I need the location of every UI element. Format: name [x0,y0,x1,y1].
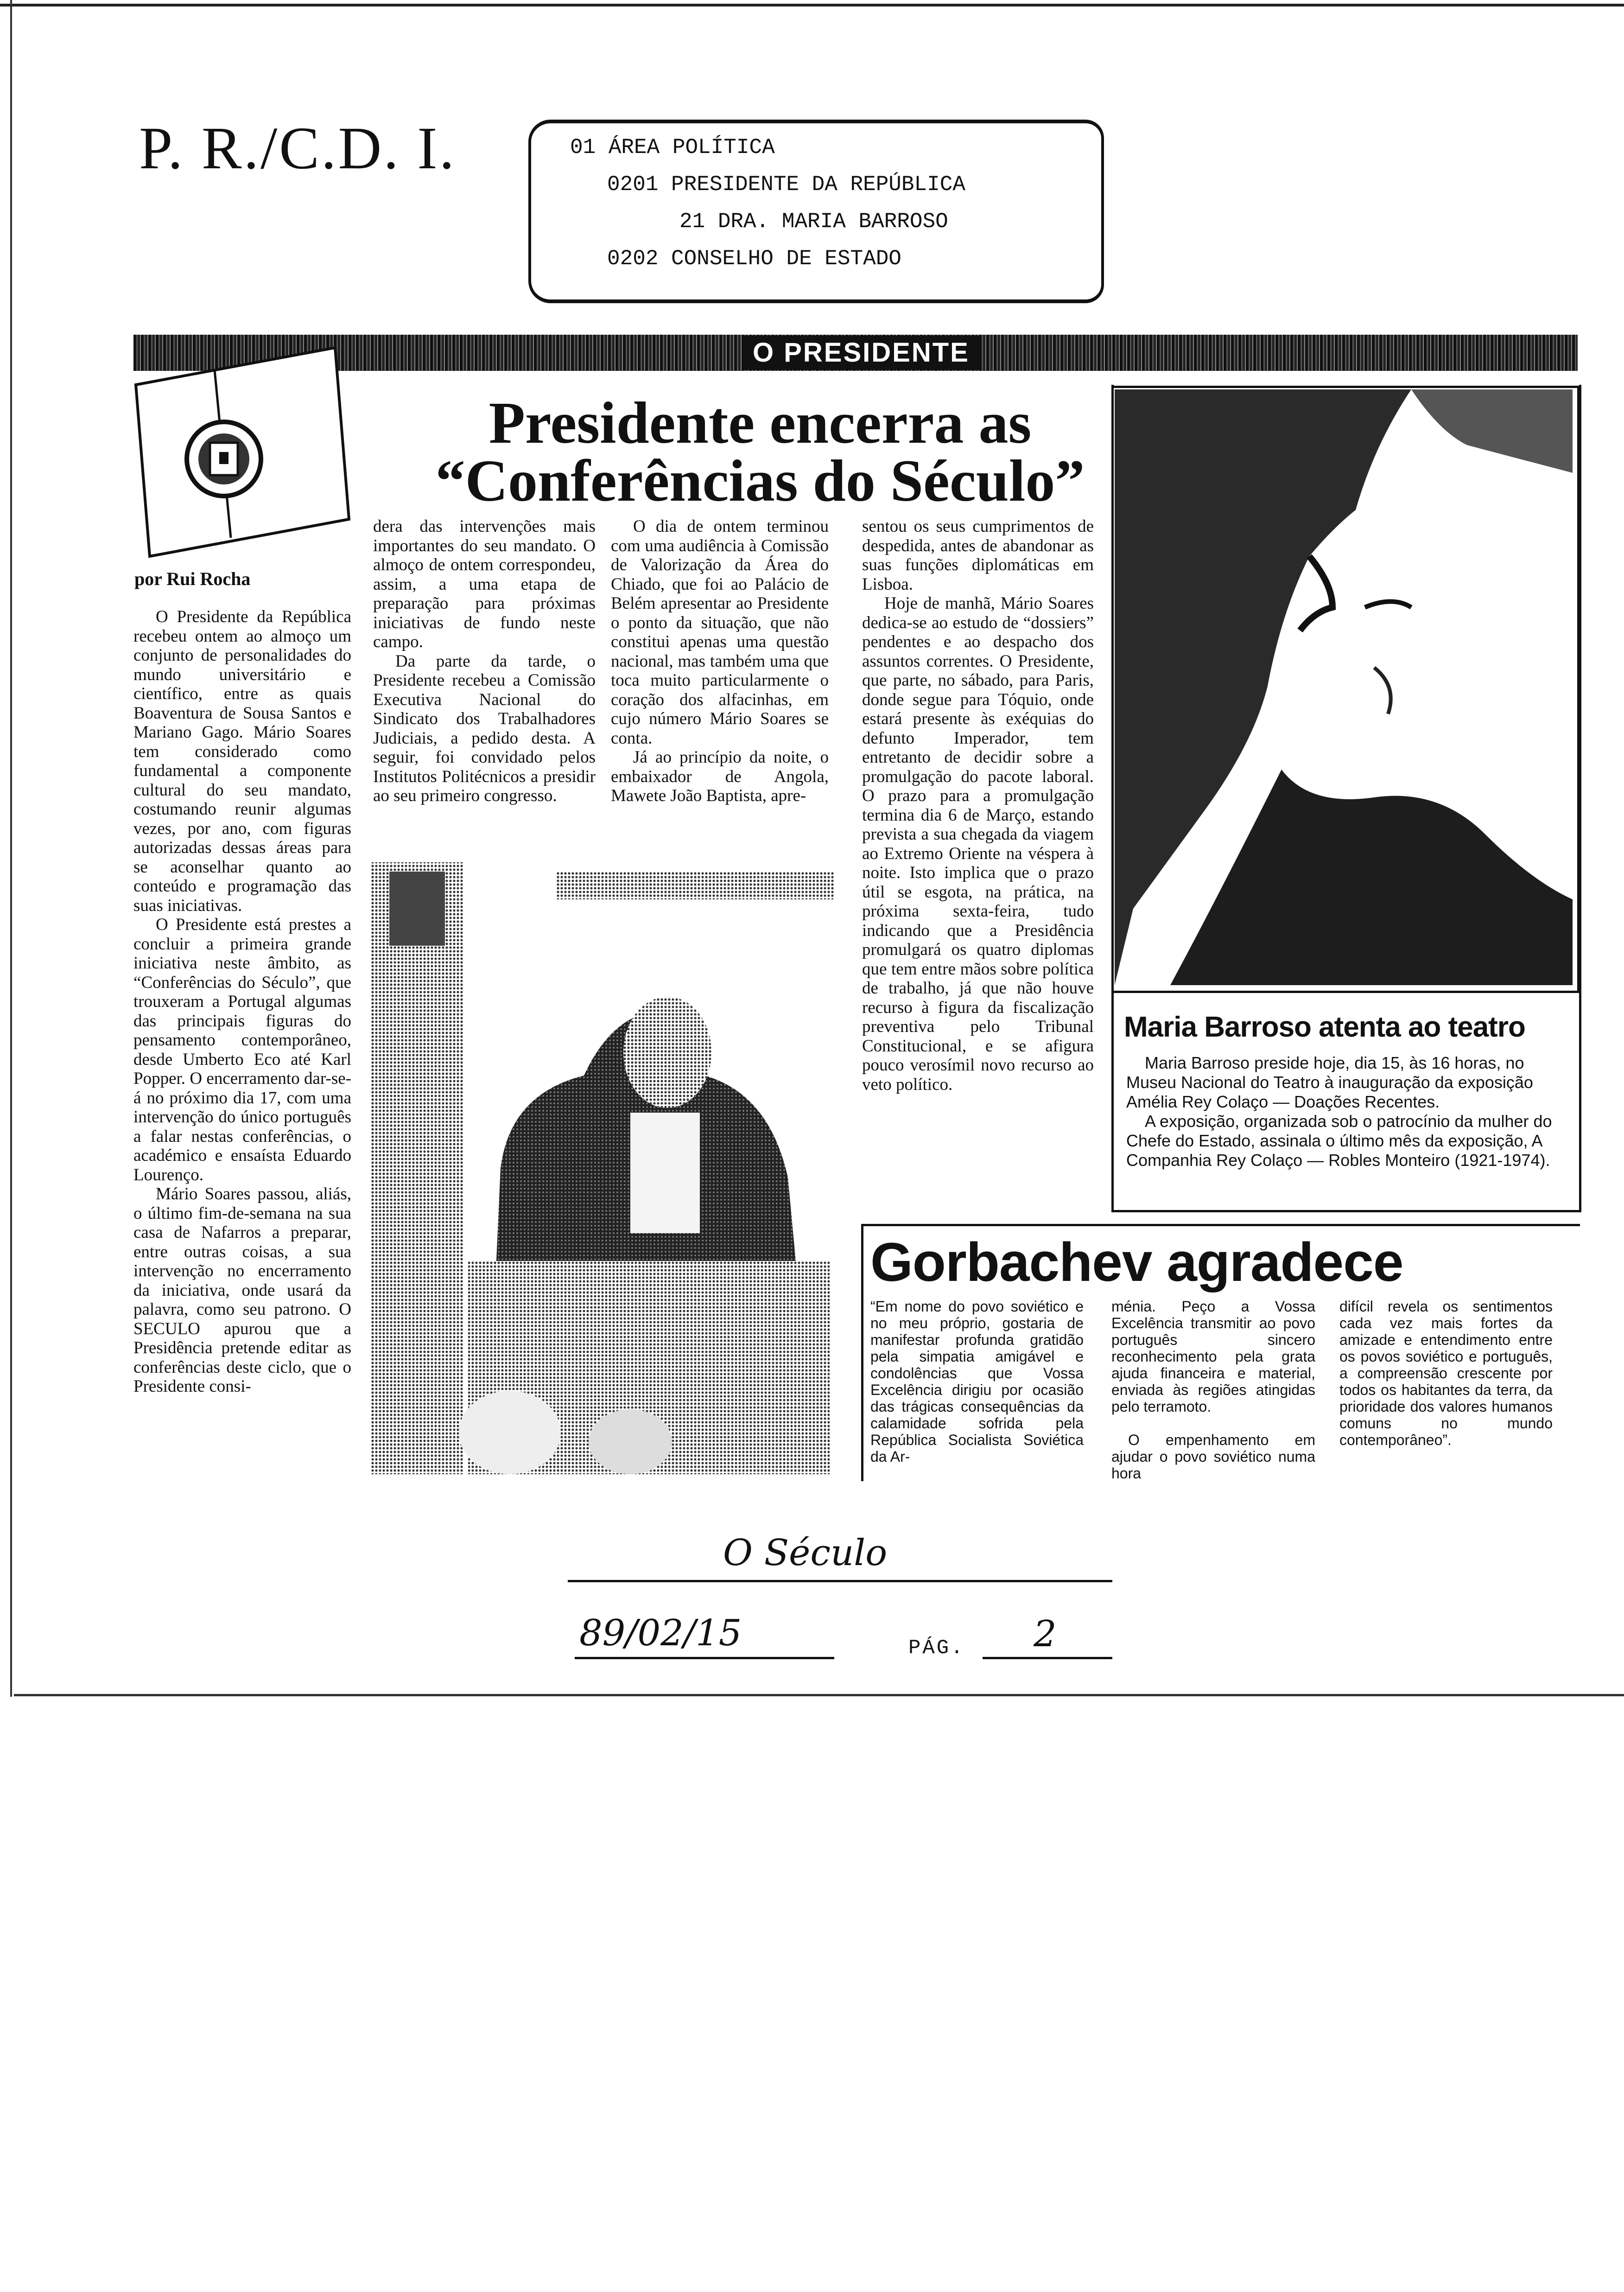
article-column-2 [373,517,596,806]
paragraph: Já ao princípio da noite, o embaixador de Angola, Mawete João Baptista, apre- [611,748,829,805]
headline [408,390,1112,514]
paragraph: dera das intervenções mais importantes do seu mandato. O almoço de ontem correspondeu, assim, a uma etapa de preparação para próximas iniciativas de fundo neste campo. [373,517,596,651]
paragraph: O dia de ontem terminou com uma audiência à Comissão de Valorização da Área do Chiado, que foi ao Palácio de Belém apresentar ao Presidente o ponto da situação, que não constitui apenas uma questão nacional, mas também uma que toca muito particularmente o coração dos alfacinhas, em cujo número Mário Soares se conta. [611,517,829,748]
gorbachev-column-3 [1339,1298,1553,1448]
paragraph: A exposição, organizada sob o patrocínio da mulher do Chefe do Estado, assinala o último mês da exposição, A Companhia Rey Colaço — Robles Monteiro (1921-1974). [1126,1112,1552,1170]
article-column-1 [133,607,351,1396]
rule [983,1657,1112,1659]
paragraph: “Em nome do povo soviético e no meu próprio, gostaria de manifestar profunda gratidão pela simpatia amigável e condolências que Vossa Excelência dirigiu por ocasião das trágicas consequências da calamidade sofrida pela República Socialista Soviética da Ar- [870,1298,1084,1465]
paragraph: O Presidente está prestes a concluir a primeira grande iniciativa neste âmbito, as “Conferências do Século”, que trouxeram a Portugal algumas das principais figuras do pensamento contemporâneo, desde Umberto Eco até Karl Popper. O encerramento dar-se-á no próximo dia 17, com uma intervenção do único português a falar nestas conferências, o académico e ensaísta Eduardo Lourenço. [133,915,351,1184]
headline-line-1: Presidente encerra as [488,390,1032,456]
scan-edge-top [0,4,1624,6]
paragraph: O empenhamento em ajudar o povo soviético numa hora [1111,1432,1315,1482]
scan-edge-bottom [14,1694,1624,1696]
rule [575,1657,834,1659]
paragraph: O Presidente da República recebeu ontem ao almoço um conjunto de personalidades do mundo universitário e científico, entre as quais Boaventura de Sousa Santos e Mariano Gago. Mário Soares tem considerado como fundamental a componente cultural do seu mandato, costumando reunir algumas vezes, por ano, com figuras autorizadas dessas áreas para se aconselhar quanto ao conteúdo e programação das suas iniciativas. [133,607,351,915]
gorbachev-column-2 [1111,1298,1315,1482]
paragraph: Da parte da tarde, o Presidente recebeu a Comissão Executiva Nacional do Sindicato dos Trabalhadores Judiciais, a pedido desta. A seguir, foi convidado pelos Institutos Politécnicos a presidir ao seu primeiro congresso. [373,651,596,805]
category-line: 21 DRA. MARIA BARROSO [679,210,948,234]
paragraph: ménia. Peço a Vossa Excelência transmitir ao povo português sincero reconhecimento pela grata ajuda financeira e material, enviada às regiões atingidas pelo terramoto. [1111,1298,1315,1415]
category-line: 0202 CONSELHO DE ESTADO [607,247,901,271]
portugal-flag-icon [131,343,354,561]
publication-handwritten: O Século [723,1532,888,1574]
gorbachev-title: Gorbachev agradece [870,1232,1403,1293]
section-label: O PRESIDENTE [742,336,981,370]
gorbachev-column-1 [870,1298,1084,1465]
article-column-3 [611,517,829,806]
paragraph: Mário Soares passou, aliás, o último fim-de-semana na sua casa de Nafarros a preparar, entre outras coisas, a sua intervenção no encerramento da iniciativa, onde usará da palavra, como seu patrono. O SECULO apurou que a Presidência pretende editar as conferências deste ciclo, que o Presidente consi- [133,1184,351,1396]
date-handwritten: 89/02/15 [579,1612,742,1654]
headline-line-2: “Conferências do Século” [435,448,1085,514]
category-line: 0201 PRESIDENTE DA REPÚBLICA [607,172,965,197]
paragraph: difícil revela os sentimentos cada vez mais fortes da amizade e entendimento entre os povos soviético e português, a compreensão crescente por todos os habitantes da terra, da prioridade dos valores humanos comuns no mundo contemporâneo”. [1339,1298,1553,1448]
page-label: PÁG. [908,1636,965,1660]
article-column-4 [862,517,1094,1094]
byline: por Rui Rocha [134,568,251,589]
maria-barroso-text [1126,1053,1567,1170]
paragraph: Hoje de manhã, Mário Soares dedica-se ao estudo de “dossiers” pendentes e ao despacho dos assuntos correntes. O Presidente, que parte, no sábado, para Paris, donde segue para Tóquio, onde estará presente às exéquias do defunto Imperador, tem entretanto de decidir sobre a promulgação do pacote laboral. O prazo para a promulgação termina dia 6 de Março, estando prevista a sua chegada da viagem ao Extremo Oriente na véspera à noite. Isto implica que o prazo útil se esgota, na prática, na próxima sexta-feira, tudo indicando que a Presidência promulgará os quatro diplomas que tem entre mãos sobre política de trabalho, já que não houve recurso à figura da fiscalização preventiva pelo Tribunal Constitucional, e se afigura pouco verosímil novo recurso ao veto político. [862,594,1094,1094]
paragraph: sentou os seus cumprimentos de despedida, antes de abandonar as suas funções diplomáticas em Lisboa. [862,517,1094,594]
page-number-handwritten: 2 [1034,1613,1057,1655]
rule [568,1580,1112,1582]
mario-soares-photo [371,853,834,1474]
category-line: 01 ÁREA POLÍTICA [570,135,775,159]
scan-edge-left [10,0,12,1697]
archive-code: P. R./C.D. I. [139,115,457,182]
paragraph: Maria Barroso preside hoje, dia 15, às 16 horas, no Museu Nacional do Teatro à inauguração da exposição Amélia Rey Colaço — Doações Recentes. [1126,1053,1533,1111]
maria-barroso-title: Maria Barroso atenta ao teatro [1124,1011,1525,1043]
